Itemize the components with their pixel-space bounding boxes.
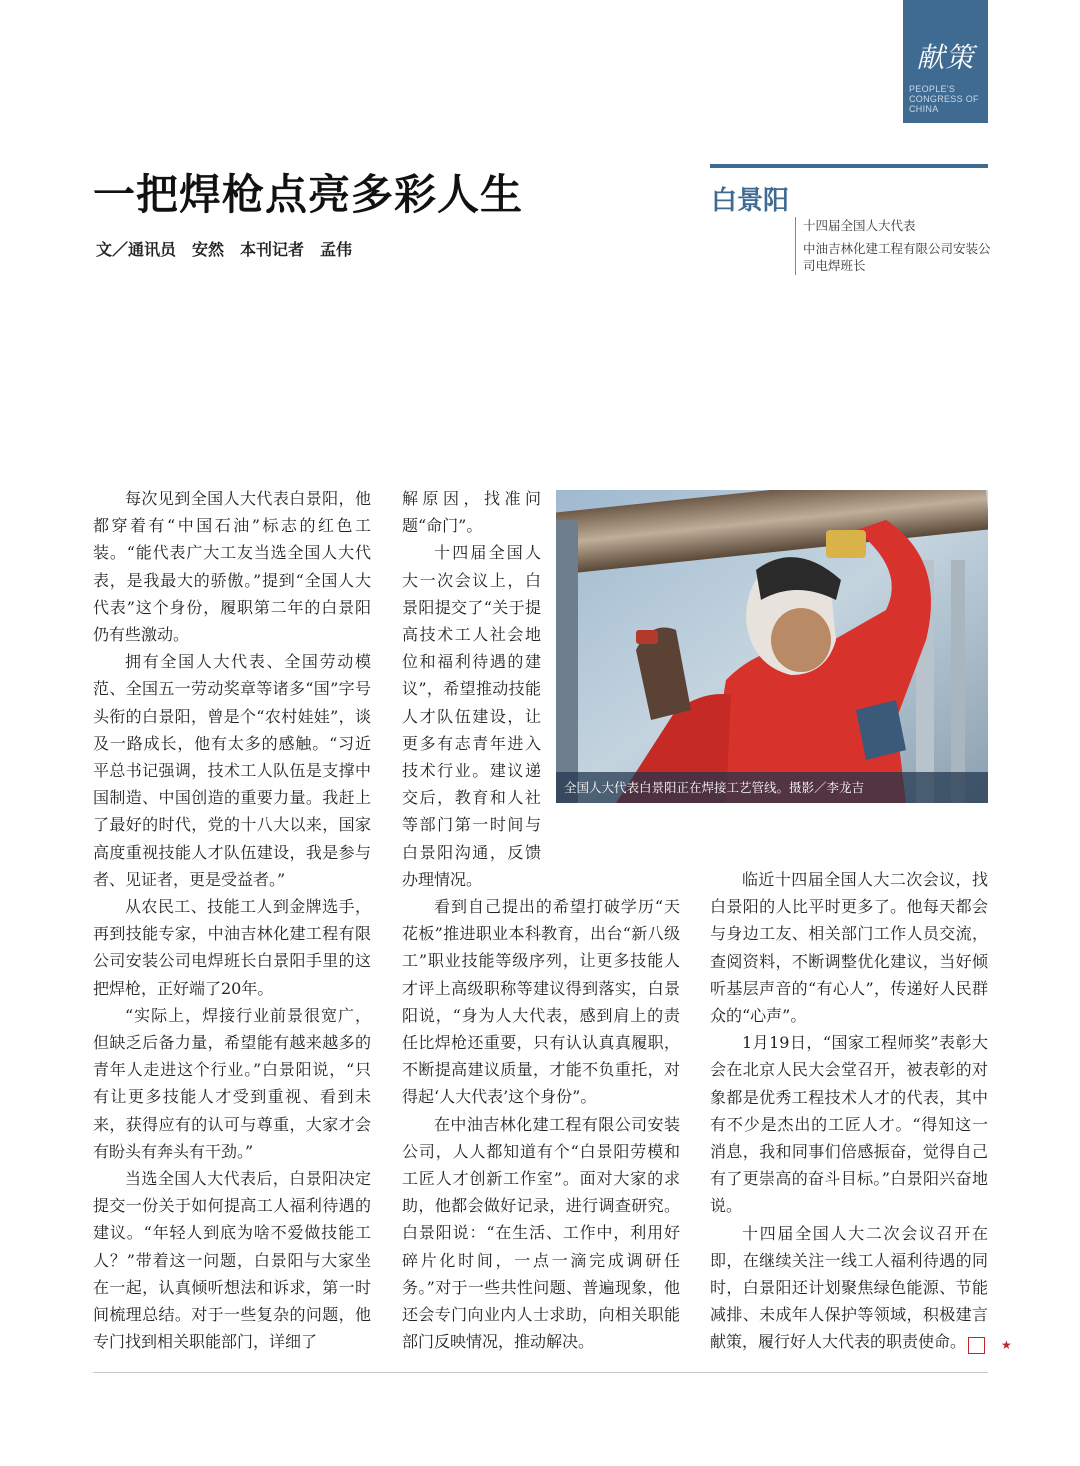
paragraph-last: [710, 1220, 1012, 1356]
paragraph: 每次见到全国人大代表白景阳，他都穿着有“中国石油”标志的红色工装。“能代表广大工友当选全国人大代表，是我最大的骄傲。”提到“全国人大代表”这个身份，履职第二年的白景阳仍有些激动。: [93, 489, 371, 645]
paragraph-text: 十四届全国人大二次会议召开在即，在继续关注一线工人福利待遇的同时，白景阳还计划聚焦绿色能源、节能减排、未成年人保护等领域，积极建言献策，履行好人大代表的职责使命。: [710, 1223, 988, 1352]
end-star-icon: ★: [968, 1337, 985, 1354]
section-tab-en-line: PEOPLE'S: [909, 84, 956, 94]
article-title: 一把焊枪点亮多彩人生: [93, 170, 524, 219]
body-column-1: [93, 485, 371, 1356]
paragraph: 十四届全国人大一次会议上，白景阳提交了“关于提高技术工人社会地位和福利待遇的建议”，希望推动技能人才队伍建设，让更多有志青年进入技术行业。建议递交后，教育和人社等部门第一时间与白景阳沟通，反馈办理情况。: [402, 543, 541, 889]
paragraph: 从农民工、技能工人到金牌选手，再到技能专家，中油吉林化建工程有限公司安装公司电焊班长白景阳手里的这把焊枪，正好端了20年。: [93, 897, 371, 998]
body-column-2-bottom: [402, 893, 680, 1355]
profile-info: [795, 217, 996, 275]
body-column-2-top: [402, 485, 541, 893]
paragraph: 当选全国人大代表后，白景阳决定提交一份关于如何提高工人福利待遇的建议。“年轻人到底为啥不爱做技能工人？”带着这一问题，白景阳与大家坐在一起，认真倾听想法和诉求，第一时间梳理总结。对于一些复杂的问题，他专门找到相关职能部门，详细了: [93, 1169, 371, 1352]
profile-name: 白景阳: [711, 186, 790, 216]
paragraph: “实际上，焊接行业前景很宽广，但缺乏后备力量，希望能有越来越多的青年人走进这个行业。”白景阳说，“只有让更多技能人才受到重视、看到未来，获得应有的认可与尊重，大家才会有盼头有奔头有干劲。”: [93, 1005, 371, 1161]
section-tab-en-line: CONGRESS OF: [909, 94, 979, 104]
paragraph: 在中油吉林化建工程有限公司安装公司，人人都知道有个“白景阳劳模和工匠人才创新工作室”。面对大家的求助，他都会做好记录，进行调查研究。白景阳说：“在生活、工作中，利用好碎片化时间，一点一滴完成调研任务。”对于一些共性问题、普遍现象，他还会专门向业内人士求助，向相关职能部门反映情况，推动解决。: [402, 1114, 680, 1352]
section-tab-title: 献策: [916, 41, 975, 74]
welder-photo: [556, 490, 988, 803]
paragraph: 看到自己提出的希望打破学历“天花板”推进职业本科教育，出台“新八级工”职业技能等级序列，让更多技能人才评上高级职称等建议得到落实，白景阳说，“身为人大代表，感到肩上的责任比焊枪还重要，只有认认真真履职，不断提高建议质量，才能不负重托，对得起‘人大代表’这个身份”。: [402, 897, 680, 1107]
paragraph: 解原因，找准问题“命门”。: [402, 489, 541, 536]
profile-divider: [710, 164, 988, 168]
body-column-3: [710, 866, 1012, 1356]
paragraph: 拥有全国人大代表、全国劳动模范、全国五一劳动奖章等诸多“国”字号头衔的白景阳，曾是个“农村娃娃”，谈及一路成长，他有太多的感触。“习近平总书记强调，技术工人队伍是支撑中国制造、中国创造的重要力量。我赶上了最好的时代，党的十八大以来，国家高度重视技能人才队伍建设，我是参与者、见证者，更是受益者。”: [93, 652, 371, 889]
paragraph: 1月19日，“国家工程师奖”表彰大会在北京人民大会堂召开，被表彰的对象都是优秀工程技术人才的代表，其中有不少是杰出的工匠人才。“得知这一消息，我和同事们倍感振奋，觉得自己有了更崇高的奋斗目标。”白景阳兴奋地说。: [710, 1033, 988, 1216]
profile-position: 中油吉林化建工程有限公司安装公司电焊班长: [803, 241, 991, 273]
article-byline: 文／通讯员 安然 本刊记者 孟伟: [96, 240, 353, 259]
section-tab: [903, 0, 988, 123]
photo-caption: 全国人大代表白景阳正在焊接工艺管线。摄影／李龙吉: [556, 772, 988, 803]
paragraph: 临近十四届全国人大二次会议，找白景阳的人比平时更多了。他每天都会与身边工友、相关部门工作人员交流，查阅资料，不断调整优化建议，当好倾听基层声音的“有心人”，传递好人民群众的“心声”。: [710, 870, 988, 1026]
profile-title: 十四届全国人大代表: [803, 218, 916, 233]
welder-photo-icon: [556, 490, 988, 803]
section-tab-en-line: CHINA: [909, 104, 939, 114]
section-tab-english: [909, 84, 979, 114]
footer-divider: [93, 1372, 988, 1373]
